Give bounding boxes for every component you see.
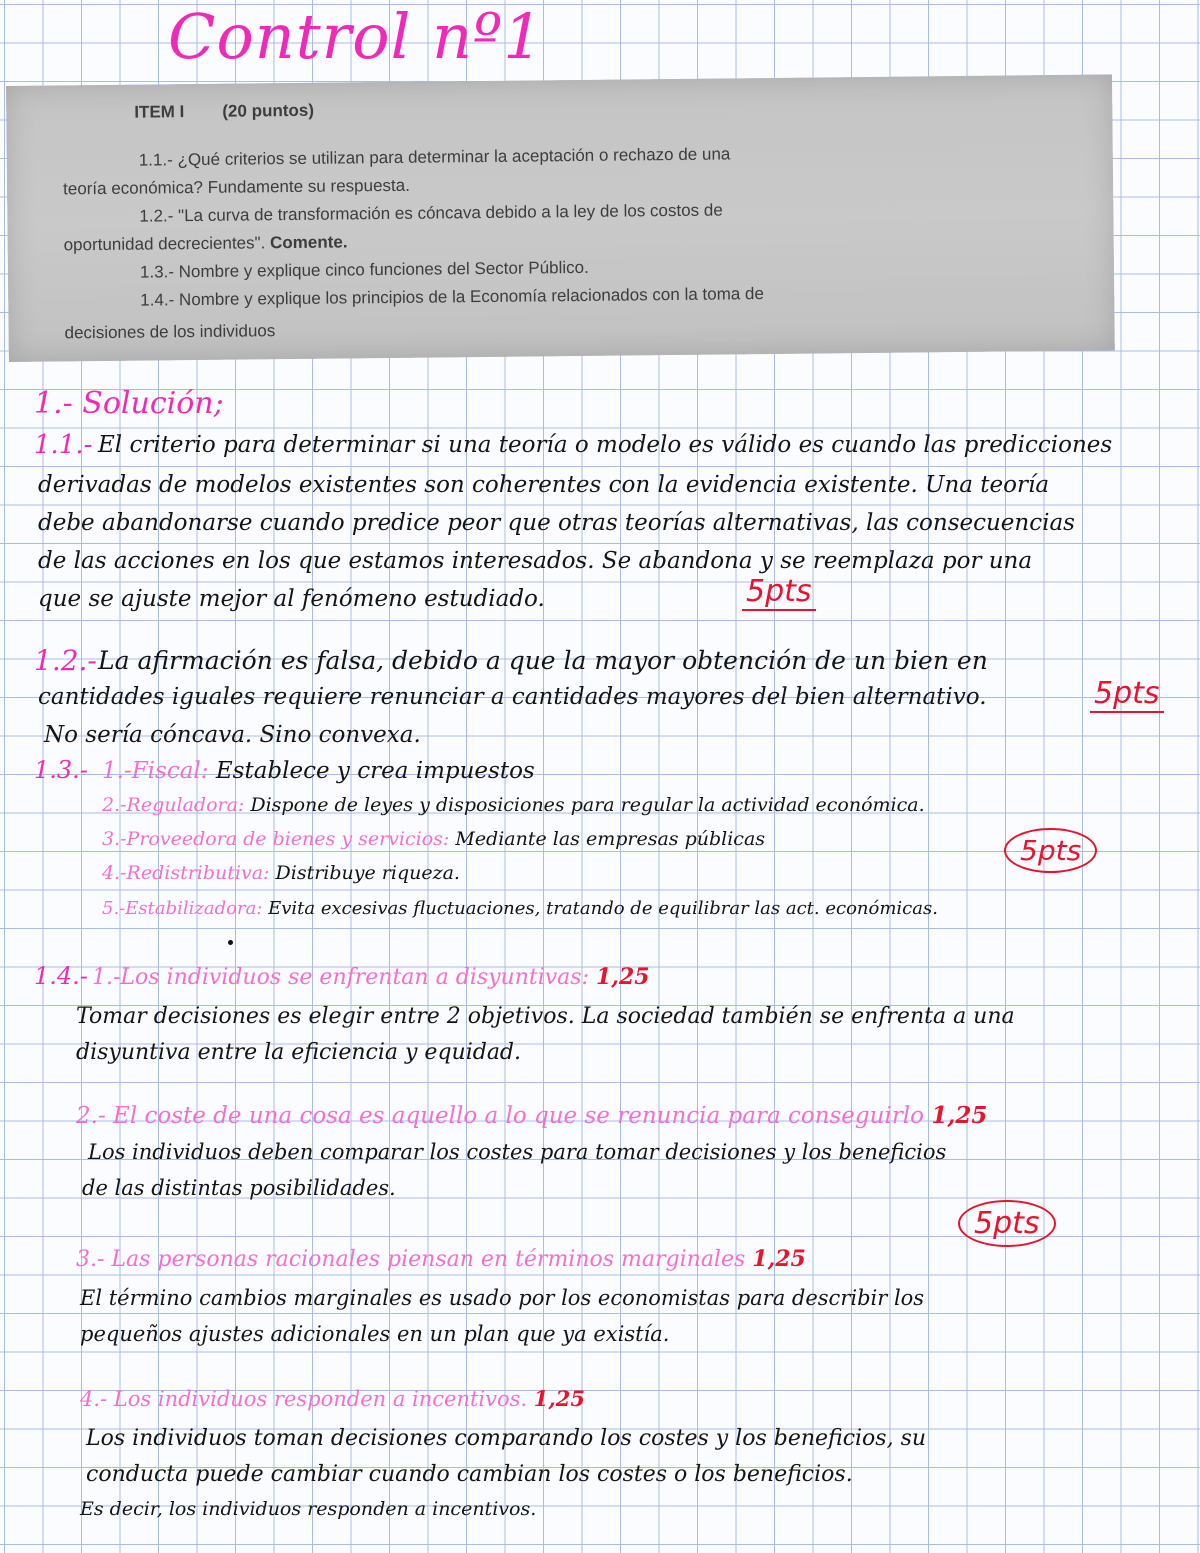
principle-text-line: Los individuos toman decisiones comparando los costes y los beneficios, su xyxy=(86,1426,927,1451)
function-text: Dispone de leyes y disposiciones para regular la actividad económica. xyxy=(250,794,925,816)
solution-header: 1.- Solución; xyxy=(34,386,224,421)
principle-text-line: El término cambios marginales es usado por los economistas para describir los xyxy=(80,1286,925,1310)
function-text: Evita excesivas fluctuaciones, tratando de equilibrar las act. económicas. xyxy=(268,898,938,919)
question-1-1-line2: teoría económica? Fundamente su respuesta. xyxy=(62,175,410,199)
function-label: 4.-Redistributiva: xyxy=(102,862,270,884)
function-item xyxy=(102,828,765,850)
principle-score: 1,25 xyxy=(931,1102,988,1129)
principle-text-line: Tomar decisiones es elegir entre 2 objetivos. La sociedad también se enfrenta a una xyxy=(76,1004,1015,1029)
score-5pts-1-3: 5pts xyxy=(1004,834,1097,867)
function-item xyxy=(102,862,460,884)
page-title: Control nº1 xyxy=(168,0,544,73)
principle-text-line: disyuntiva entre la eficiencia y equidad. xyxy=(76,1040,522,1065)
principle-text-line: pequeños ajustes adicionales en un plan que ya existía. xyxy=(80,1322,670,1346)
principle-heading xyxy=(76,1246,806,1272)
function-label: 5.-Estabilizadora: xyxy=(102,898,263,919)
function-item xyxy=(102,794,925,816)
answer-1-2-number: 1.2.- xyxy=(34,644,97,677)
principle-label: 1.-Los individuos se enfrentan a disyuntivas: xyxy=(92,965,589,990)
answer-1-4-number: 1.4.- xyxy=(34,962,88,990)
question-1-2-line1: 1.2.- "La curva de transformación es cóncava debido a la ley de los costos de xyxy=(139,200,723,226)
score-5pts-1-1: 5pts xyxy=(742,574,816,609)
answer-1-1-line: de las acciones en los que estamos interesados. Se abandona y se reemplaza por una xyxy=(38,548,1033,574)
question-1-4-line1: 1.4.- Nombre y explique los principios de la Economía relacionados con la toma de xyxy=(140,284,764,310)
question-1-1-line1: 1.1.- ¿Qué criterios se utilizan para determinar la aceptación o rechazo de una xyxy=(138,144,731,170)
principle-heading xyxy=(80,1386,585,1411)
principle-text-line: de las distintas posibilidades. xyxy=(82,1176,396,1200)
question-1-2-bold: Comente. xyxy=(269,232,348,253)
function-label: 2.-Reguladora: xyxy=(102,794,245,816)
function-text: Distribuye riqueza. xyxy=(275,862,460,884)
exam-questions-photo xyxy=(6,74,1115,362)
answer-1-1-number: 1.1.- xyxy=(34,430,93,460)
item-header: ITEM I (20 puntos) xyxy=(134,100,315,122)
function-item xyxy=(102,758,535,784)
function-item xyxy=(102,898,938,919)
principle-score: 1,25 xyxy=(752,1246,806,1272)
principle-text-line: conducta puede cambiar cuando cambian los costes o los beneficios. xyxy=(86,1462,853,1487)
answer-1-1-line: derivadas de modelos existentes son coherentes con la evidencia existente. Una teoría xyxy=(38,472,1050,498)
principle-label: 3.- Las personas racionales piensan en términos marginales xyxy=(76,1247,746,1272)
answer-1-2-line: La afirmación es falsa, debido a que la mayor obtención de un bien en xyxy=(98,646,988,675)
principle-score: 1,25 xyxy=(533,1386,585,1411)
answer-1-1-line: debe abandonarse cuando predice peor que otras teorías alternativas, las consecuencias xyxy=(38,510,1075,536)
function-text: Establece y crea impuestos xyxy=(215,758,535,784)
principle-heading xyxy=(76,1102,987,1129)
answer-1-1-line: que se ajuste mejor al fenómeno estudiado. xyxy=(38,586,545,612)
principle-score: 1,25 xyxy=(596,964,650,990)
principle-label: 2.- El coste de una cosa es aquello a lo que se renuncia para conseguirlo xyxy=(76,1103,925,1129)
function-label: 3.-Proveedora de bienes y servicios: xyxy=(102,828,450,850)
score-5pts-1-4: 5pts xyxy=(958,1206,1056,1241)
ink-dot xyxy=(228,940,233,945)
answer-1-1-line: El criterio para determinar si una teoría o modelo es válido es cuando las predicciones xyxy=(98,432,1113,458)
function-label: 1.-Fiscal: xyxy=(102,758,209,784)
principle-heading xyxy=(92,964,650,990)
question-1-2-line2: oportunidad decrecientes". Comente. xyxy=(63,232,348,255)
item-points: (20 puntos) xyxy=(222,100,315,121)
question-1-3: 1.3.- Nombre y explique cinco funciones del Sector Público. xyxy=(139,257,589,282)
principle-label: 4.- Los individuos responden a incentivos. xyxy=(80,1387,528,1411)
answer-1-2-line: No sería cóncava. Sino convexa. xyxy=(44,722,421,748)
question-1-4-line2: decisiones de los individuos xyxy=(64,321,276,343)
principle-text-line: Los individuos deben comparar los costes para tomar decisiones y los beneficios xyxy=(88,1140,947,1164)
principle-text-line: Es decir, los individuos responden a incentivos. xyxy=(80,1498,537,1520)
answer-1-2-line: cantidades iguales requiere renunciar a cantidades mayores del bien alternativo. xyxy=(38,684,987,710)
function-text: Mediante las empresas públicas xyxy=(455,828,766,850)
score-5pts-1-2: 5pts xyxy=(1090,676,1164,711)
answer-1-3-number: 1.3.- xyxy=(34,756,88,784)
